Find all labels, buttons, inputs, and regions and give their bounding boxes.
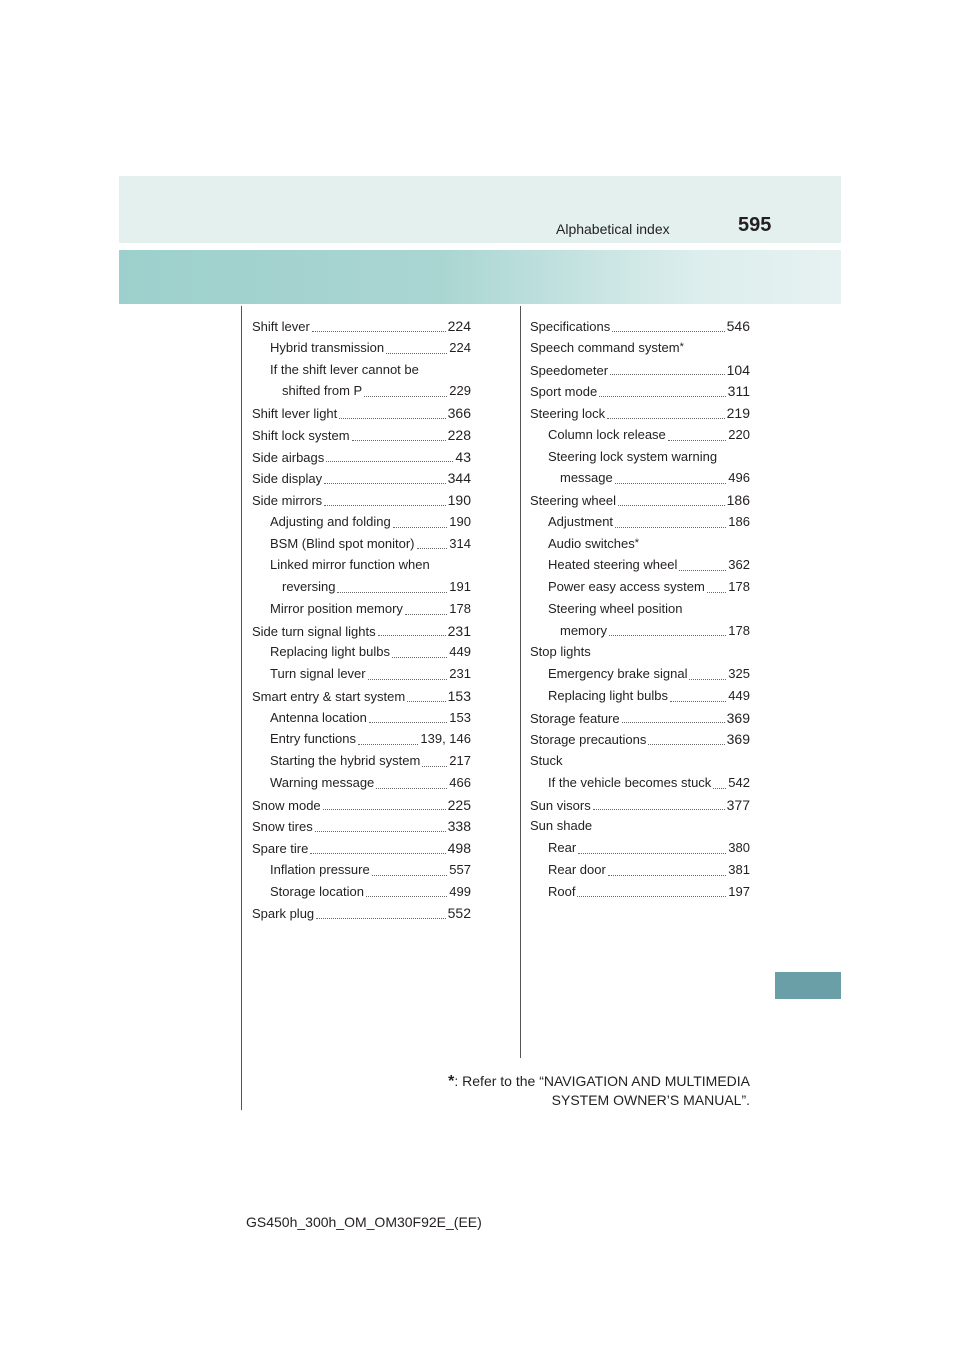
- dot-leader: [376, 787, 447, 789]
- index-entry-page: 466: [449, 774, 471, 790]
- index-entry-page: 197: [728, 883, 750, 899]
- index-entry-page: 228: [447, 426, 471, 443]
- index-entry-page: 362: [728, 557, 750, 573]
- index-entry-text: Entry functions: [270, 731, 356, 747]
- index-entry-text: If the vehicle becomes stuck: [548, 774, 712, 790]
- index-entry: [530, 644, 750, 666]
- index-entry-page: 219: [726, 405, 750, 421]
- index-entry-text: Column lock release: [548, 426, 666, 442]
- index-entry-text: BSM (Blind spot monitor): [270, 535, 415, 551]
- index-entry: [252, 884, 471, 906]
- index-entry-page: 499: [449, 883, 471, 899]
- dot-leader: [422, 765, 447, 767]
- dot-leader: [392, 656, 447, 658]
- index-entry: [530, 862, 750, 884]
- dot-leader: [386, 352, 447, 354]
- index-entry-text: Snow mode: [252, 797, 321, 813]
- dot-leader: [369, 721, 447, 723]
- index-entry-page: 43: [455, 448, 471, 465]
- index-entry-text: Side mirrors: [252, 493, 323, 508]
- index-entry: [252, 688, 471, 710]
- teal-gradient-band: [119, 250, 841, 304]
- index-entry: [252, 862, 471, 884]
- center-divider: [520, 306, 521, 1058]
- dot-leader: [364, 395, 447, 397]
- dot-leader: [648, 743, 724, 745]
- index-entry: [252, 427, 471, 449]
- index-column-right: [530, 318, 750, 905]
- index-entry: [530, 840, 750, 862]
- index-entry-page: 229: [449, 383, 471, 399]
- index-entry-text: Sun visors: [530, 797, 591, 813]
- index-entry: [530, 470, 750, 492]
- index-entry-text: Spark plug: [252, 906, 315, 922]
- index-entry: [252, 340, 471, 362]
- dot-leader: [407, 700, 445, 702]
- index-entry: [252, 601, 471, 623]
- dot-leader: [622, 721, 725, 723]
- index-entry: [530, 753, 750, 775]
- footnote-star: *: [634, 536, 639, 549]
- index-entry: [252, 470, 471, 492]
- index-entry-page: 377: [726, 796, 750, 813]
- dot-leader: [578, 852, 726, 854]
- index-entry-page: 224: [449, 339, 471, 355]
- index-entry-page: 381: [728, 861, 750, 877]
- dot-leader: [618, 504, 725, 506]
- index-entry-text: If the shift lever cannot be: [270, 361, 419, 377]
- dot-leader: [689, 678, 726, 680]
- index-entry: [530, 797, 750, 819]
- index-entry-text: Shift lever: [252, 319, 310, 334]
- index-entry-page: 217: [449, 753, 471, 768]
- dot-leader: [372, 874, 448, 876]
- chapter-tab: [775, 972, 841, 999]
- index-entry-text: Spare tire: [252, 841, 309, 856]
- index-entry-text: Steering lock: [530, 406, 606, 421]
- index-entry-page: 557: [449, 861, 471, 877]
- index-entry-text: Replacing light bulbs: [270, 644, 390, 660]
- dot-leader: [668, 439, 727, 441]
- index-entry-page: 104: [726, 361, 750, 378]
- index-entry-page: 225: [447, 796, 471, 813]
- index-entry-text: shifted from P: [282, 383, 363, 399]
- dot-leader: [324, 482, 446, 484]
- index-entry-text: Shift lever light: [252, 406, 338, 421]
- index-entry-text: Adjusting and folding: [270, 513, 391, 529]
- index-entry-text: Sun shade: [530, 818, 593, 834]
- index-entry: [252, 405, 471, 427]
- index-entry-page: 366: [447, 405, 471, 421]
- index-entry-text: Power easy access system: [548, 579, 705, 594]
- index-entry-text: Mirror position memory: [270, 600, 403, 616]
- index-entry: [252, 514, 471, 536]
- index-entry-text: Side turn signal lights: [252, 623, 376, 639]
- index-entry: [252, 710, 471, 732]
- index-entry-page: 178: [728, 579, 750, 594]
- index-entry-page: 231: [449, 666, 471, 681]
- index-entry-page: 220: [728, 426, 750, 442]
- index-entry: [530, 688, 750, 710]
- index-entry-page: 190: [447, 492, 471, 508]
- index-entry: [252, 579, 471, 601]
- index-entry: [252, 666, 471, 688]
- index-entry-text: Adjustment: [548, 513, 614, 529]
- index-entry-text: Storage precautions: [530, 732, 647, 748]
- index-entry: [530, 427, 750, 449]
- dot-leader: [417, 547, 448, 549]
- index-entry: [530, 775, 750, 797]
- index-entry: [252, 797, 471, 819]
- dot-leader: [326, 460, 453, 462]
- dot-leader: [324, 504, 446, 506]
- index-entry-text: Roof: [548, 883, 576, 899]
- dot-leader: [378, 634, 446, 636]
- index-entry: [252, 318, 471, 340]
- dot-leader: [599, 395, 725, 397]
- index-column-left: [252, 318, 471, 927]
- index-entry-page: 191: [449, 579, 471, 594]
- index-entry-text: memory: [560, 622, 607, 638]
- index-entry-text: Inflation pressure: [270, 861, 370, 877]
- index-entry-page: 186: [728, 513, 750, 529]
- dot-leader: [366, 895, 447, 897]
- index-entry-text: Rear: [548, 840, 577, 855]
- index-entry-text: Steering lock system warning: [548, 448, 718, 464]
- index-entry: [530, 318, 750, 340]
- index-entry: [530, 623, 750, 645]
- index-entry-page: 186: [726, 492, 750, 508]
- index-entry-text: Starting the hybrid system: [270, 753, 421, 768]
- dot-leader: [312, 330, 446, 332]
- index-entry-text: Hybrid transmission: [270, 339, 385, 355]
- index-entry: [252, 362, 471, 384]
- dot-leader: [316, 917, 445, 919]
- index-entry-page: 178: [728, 622, 750, 638]
- index-entry: [530, 557, 750, 579]
- index-entry: [252, 905, 471, 927]
- index-entry-page: 153: [447, 687, 471, 704]
- index-entry-text: Replacing light bulbs: [548, 687, 668, 703]
- header-band: [119, 176, 841, 243]
- index-entry-page: 153: [449, 709, 471, 725]
- index-entry: [252, 449, 471, 471]
- index-entry-text: Specifications: [530, 319, 611, 334]
- dot-leader: [670, 700, 726, 702]
- page-number: 595: [738, 214, 772, 236]
- index-entry-text: Stop lights: [530, 644, 591, 660]
- index-entry-page: 449: [449, 644, 471, 660]
- dot-leader: [610, 373, 725, 375]
- index-entry-text: Steering wheel position: [548, 600, 683, 616]
- index-entry-text: Heated steering wheel: [548, 557, 678, 573]
- dot-leader: [612, 330, 724, 332]
- section-title: Alphabetical index: [556, 221, 670, 237]
- index-entry: [252, 536, 471, 558]
- index-entry: [530, 340, 750, 362]
- index-entry-text: Rear door: [548, 861, 606, 877]
- footnote: [400, 1072, 750, 1110]
- dot-leader: [608, 874, 726, 876]
- index-entry-text: Emergency brake signal: [548, 666, 688, 681]
- index-entry-text: Speech command system: [530, 339, 680, 355]
- dot-leader: [315, 830, 446, 832]
- index-entry-page: 224: [447, 318, 471, 334]
- dot-leader: [339, 417, 445, 419]
- dot-leader: [393, 526, 448, 528]
- index-entry-text: Storage feature: [530, 710, 620, 726]
- dot-leader: [358, 743, 418, 745]
- dot-leader: [607, 417, 724, 419]
- index-entry-text: reversing: [282, 579, 336, 594]
- footnote-star: *: [679, 340, 684, 353]
- left-divider: [241, 306, 242, 1110]
- index-entry: [530, 536, 750, 558]
- document-code: GS450h_300h_OM_OM30F92E_(EE): [246, 1214, 482, 1230]
- dot-leader: [713, 787, 726, 789]
- dot-leader: [679, 569, 726, 571]
- index-entry-page: 231: [447, 622, 471, 639]
- index-entry-page: 542: [728, 774, 750, 790]
- dot-leader: [337, 591, 447, 593]
- index-entry-page: 325: [728, 666, 750, 681]
- index-entry-text: Sport mode: [530, 384, 598, 400]
- index-entry-text: Turn signal lever: [270, 666, 366, 681]
- footnote-line-1: : Refer to the “NAVIGATION AND MULTIMEDIA: [454, 1073, 750, 1089]
- index-entry-text: message: [560, 470, 613, 486]
- index-entry-page: 369: [726, 731, 750, 748]
- index-entry-text: Snow tires: [252, 819, 313, 835]
- dot-leader: [368, 678, 448, 680]
- index-entry-text: Steering wheel: [530, 493, 616, 508]
- index-entry-page: 338: [447, 818, 471, 835]
- index-entry-page: 190: [449, 513, 471, 529]
- index-entry-text: Stuck: [530, 753, 563, 768]
- index-entry: [530, 666, 750, 688]
- index-entry-page: 311: [727, 383, 750, 400]
- index-entry-text: Warning message: [270, 774, 375, 790]
- index-entry-text: Smart entry & start system: [252, 688, 406, 704]
- index-entry-text: Side display: [252, 471, 323, 487]
- dot-leader: [352, 439, 446, 441]
- index-entry: [530, 449, 750, 471]
- dot-leader: [405, 613, 447, 615]
- index-entry: [530, 710, 750, 732]
- index-entry: [252, 644, 471, 666]
- dot-leader: [615, 526, 726, 528]
- dot-leader: [609, 634, 726, 636]
- index-entry: [252, 383, 471, 405]
- index-entry: [530, 579, 750, 601]
- index-entry: [252, 557, 471, 579]
- index-entry: [252, 775, 471, 797]
- index-entry: [252, 753, 471, 775]
- index-entry-page: 498: [447, 840, 471, 856]
- footnote-line-2: SYSTEM OWNER’S MANUAL”.: [551, 1092, 750, 1108]
- index-entry: [530, 731, 750, 753]
- index-entry-page: 449: [728, 687, 750, 703]
- index-entry-page: 178: [449, 600, 471, 616]
- index-entry-text: Antenna location: [270, 709, 367, 725]
- index-entry-text: Linked mirror function when: [270, 557, 430, 573]
- index-entry: [530, 818, 750, 840]
- index-entry: [252, 731, 471, 753]
- index-entry-page: 344: [447, 470, 471, 487]
- index-entry-page: 552: [447, 905, 471, 922]
- index-entry-text: Side airbags: [252, 449, 325, 465]
- index-entry-page: 139, 146: [420, 731, 471, 747]
- index-entry-text: Storage location: [270, 883, 364, 899]
- index-entry: [252, 818, 471, 840]
- index-entry: [530, 514, 750, 536]
- dot-leader: [577, 895, 726, 897]
- index-entry-text: Shift lock system: [252, 427, 350, 443]
- footnote-marker: *: [448, 1073, 455, 1090]
- index-entry: [530, 362, 750, 384]
- dot-leader: [707, 591, 727, 593]
- index-entry: [530, 601, 750, 623]
- index-entry: [252, 840, 471, 862]
- index-entry-page: 380: [728, 840, 750, 855]
- index-entry: [530, 492, 750, 514]
- dot-leader: [615, 482, 727, 484]
- index-entry-page: 314: [449, 535, 471, 551]
- dot-leader: [323, 808, 446, 810]
- index-entry-page: 546: [726, 318, 750, 334]
- index-entry: [530, 383, 750, 405]
- dot-leader: [310, 852, 445, 854]
- index-entry-text: Speedometer: [530, 362, 609, 378]
- index-entry-page: 369: [726, 709, 750, 726]
- dot-leader: [593, 808, 725, 810]
- index-entry: [530, 884, 750, 906]
- index-entry-page: 496: [728, 470, 750, 486]
- index-entry: [252, 492, 471, 514]
- index-entry-text: Audio switches: [548, 535, 635, 551]
- index-entry: [530, 405, 750, 427]
- index-entry: [252, 623, 471, 645]
